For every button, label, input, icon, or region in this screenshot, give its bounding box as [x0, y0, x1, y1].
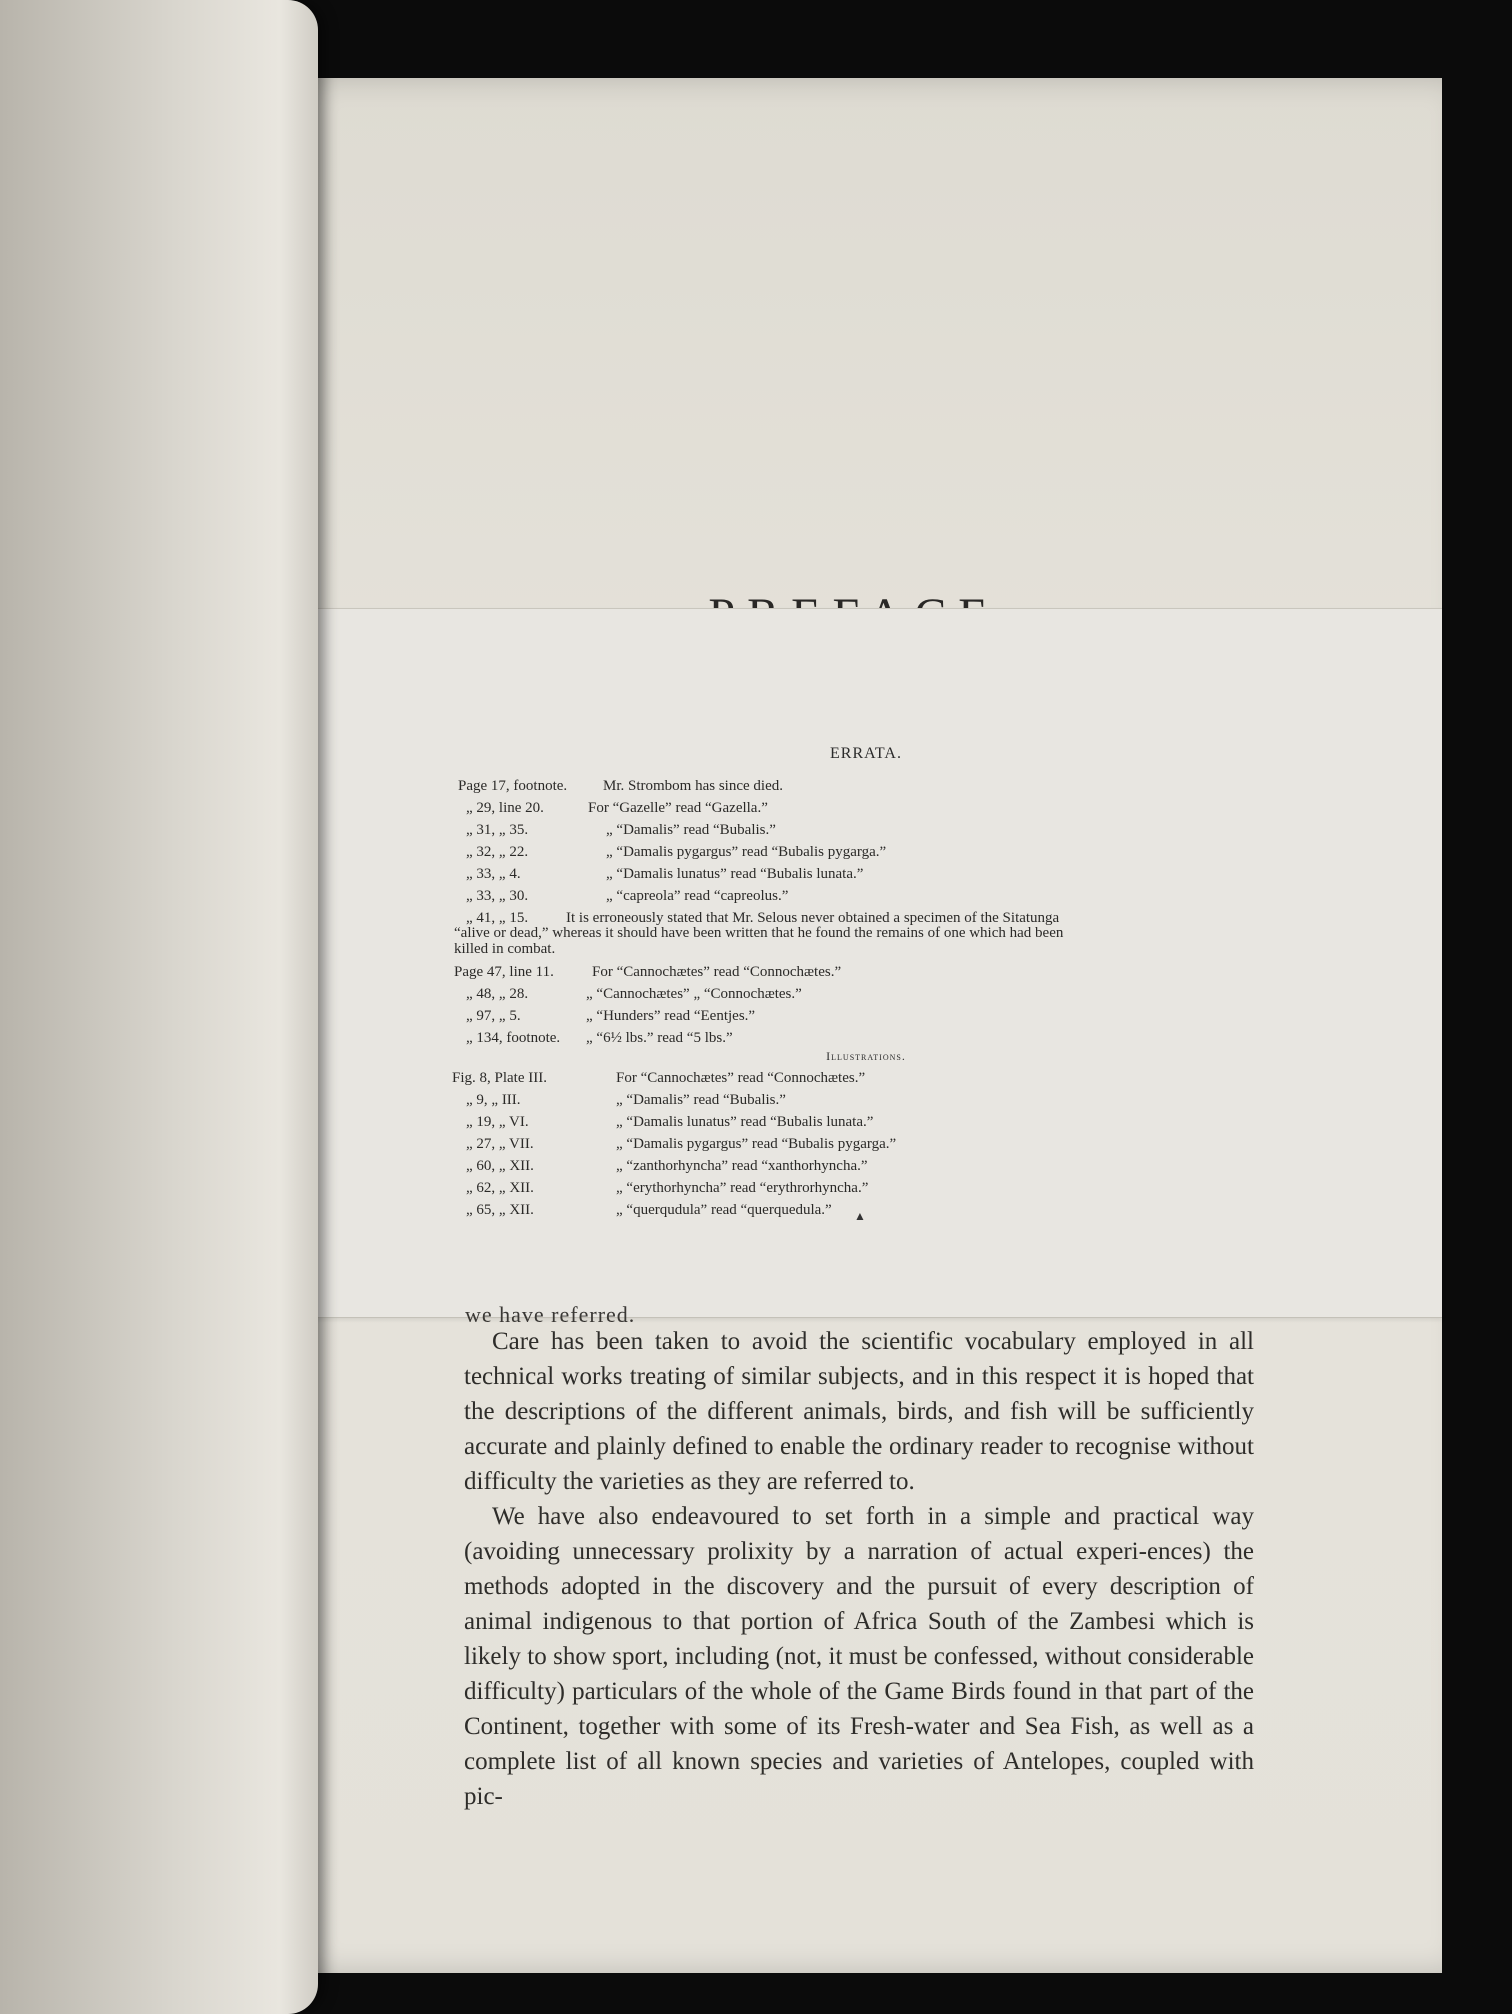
right-page — [290, 78, 1442, 1973]
illustrations-title: Illustrations. — [826, 1049, 906, 1063]
preface-body — [464, 1324, 1254, 1814]
partially-hidden-line — [465, 1300, 635, 1314]
body-paragraph: We have also endeavoured to set forth in a simple and practical way (avoiding unnecessary prolixity by a narration of actual experi-ences) the methods adopted in the discovery and the pursuit of every description of animal indigenous to that portion of Africa South of the Zambesi which is likely to show sport, including (not, it must be confessed, without considerable difficulty) particulars of the whole of the Game Birds found in that part of the Continent, together with some of its Fresh-water and Sea Fish, as well as a complete list of all known species and varieties of Antelopes, coupled with pic- — [464, 1503, 1254, 1810]
ornament-icon: ▲ — [854, 1209, 866, 1223]
body-paragraph: Care has been taken to avoid the scientific vocabulary employed in all technical works treating of similar subjects, and in this respect it is hoped that the descriptions of the different animals, birds, and fish will be sufficiently accurate and plainly defined to enable the ordinary reader to recognise without difficulty the varieties as they are referred to. — [464, 1328, 1254, 1495]
errata-slip: ▲ ERRATA. Page 17, footnote. Mr. Strombom has since died. „ 29, line 20. For “Gazelle” read “Gazella.” „ 31, „ 35. „ “Damalis” read “Bubalis.” „ 32, „ 22. „ “Damalis pygargus” read “Bubalis pygarga.” „ 33, „ 4. „ “Damalis lunatus” read “Bubalis lunata.” „ 33, „ 30. „ “capreola” read “capreolus.” „ 41, „ 15. It is erroneously stated that Mr. Selous never obtained a specimen of the Sitatunga “alive or dead,” whereas it should have been written that he found the remains of one which had been killed in combat. Page 47, line 11. For “Cannochætes” read “Connochætes.” „ 48, „ 28. „ “Cannochætes” „ “Connochætes.” „ 97, „ 5. „ “Hunders” read “Eentjes.” „ 134, footnote. „ “6½ lbs.” read “5 lbs.” Illustrations. Fig. 8, Plate III. For “Cannochætes” read “Connochætes.” „ 9, „ III. „ “Damalis” read “Bubalis.” „ 19, „ VI. „ “Damalis lunatus” read “Bubalis lunata.” „ 27, „ VII. „ “Damalis pygargus” read “Bubalis pygarga.” „ 60, „ XII. „ “zanthorhyncha” read “xanthorhyncha.” „ 62, „ XII. „ “erythorhyncha” read “erythrorhyncha.” „ 65, „ XII. „ “querqudula” read “querquedula.” — [290, 608, 1442, 1318]
left-page — [0, 0, 318, 2014]
errata-title: ERRATA. — [830, 745, 902, 762]
